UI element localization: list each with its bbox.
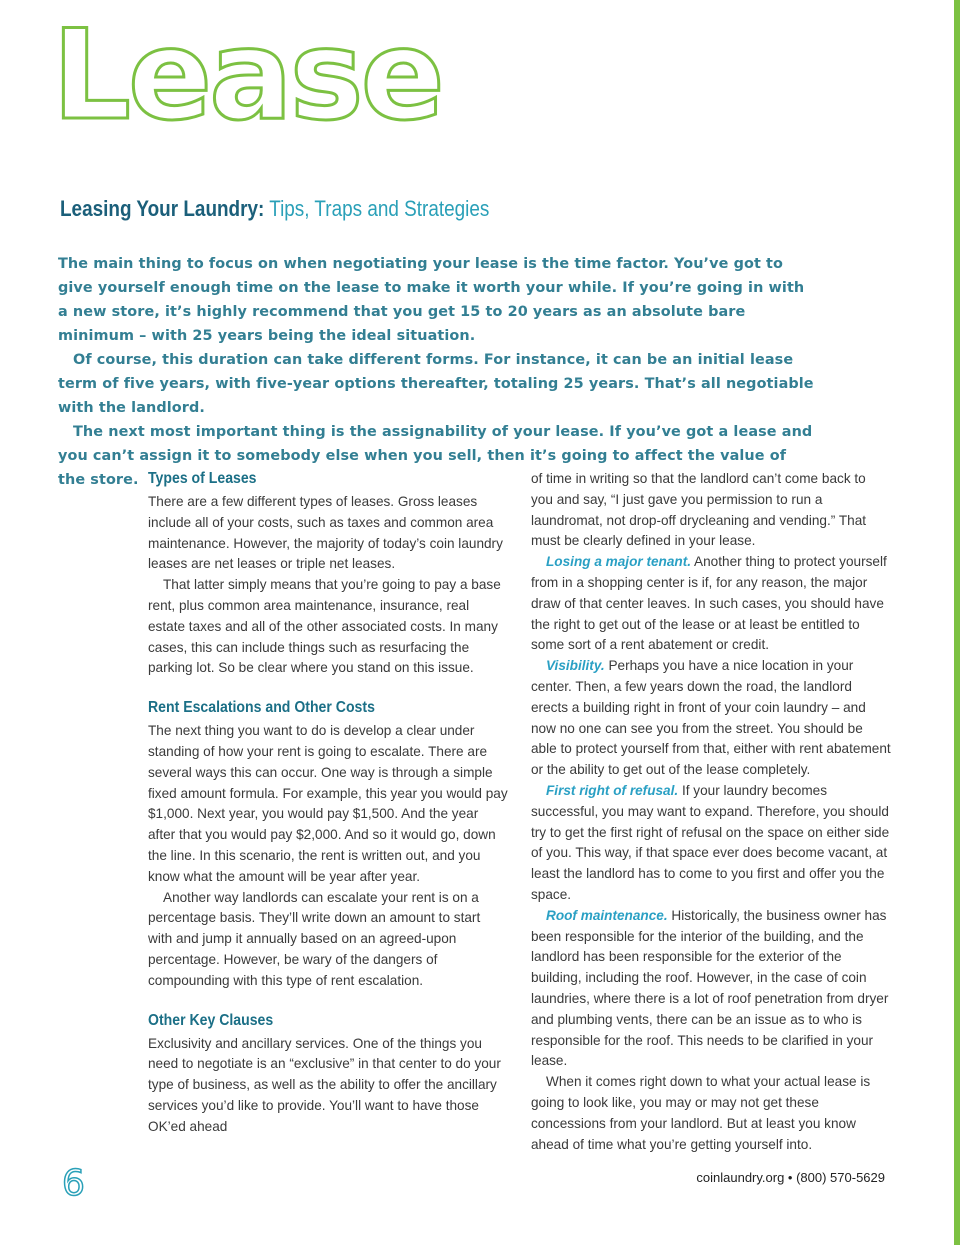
clause-text: If your laundry becomes successful, you may want to expand. Therefore, you should try to get the first right of refusal on the space on either side of you. This way, if that space ever does become vacant, at least the landlord has to come to you first and offer you the space.	[531, 782, 890, 902]
clause-text: Another thing to protect yourself from in a shopping center is if, for any reason, the major draw of that center leaves. In such cases, you should have the right to get out of the lease or at least be entitled to some sort of a rent abatement or credit.	[531, 554, 887, 653]
footer-contact: coinlaundry.org • (800) 570-5629	[696, 1170, 885, 1185]
page-title: Lease	[52, 4, 442, 148]
clause-lead: Visibility.	[546, 658, 605, 674]
clause-roof	[531, 906, 891, 1072]
clause-lead: Losing a major tenant.	[546, 554, 692, 570]
body-paragraph: When it comes right down to what your actual lease is going to look like, you may or may not get these concessions from your landlord. But at least you know ahead of time what you’re getting yourself into.	[531, 1074, 871, 1152]
article-subtitle	[60, 196, 489, 222]
clause-lead: Roof maintenance.	[546, 907, 668, 923]
section-heading-rent: Rent Escalations and Other Costs	[148, 699, 375, 717]
right-column	[531, 469, 891, 1155]
intro-paragraph: The next most important thing is the assignability of your lease. If you’ve got a lease and you can’t assign it to somebody else when you sell, then it’s going to affect the value of the store.	[58, 424, 813, 488]
section-heading-clauses: Other Key Clauses	[148, 1011, 274, 1029]
intro-paragraph: The main thing to focus on when negotiating your lease is the time factor. You’ve got to give yourself enough time on the lease to make it worth your while. If you’re going in with a new store, it’s highly recommend that you get 15 to 20 years as an absolute bare minimum – with 25 years being the ideal situation.	[58, 256, 805, 344]
page-number: 6	[62, 1163, 85, 1204]
edge-accent-bar	[954, 0, 960, 1245]
body-paragraph: Another way landlords can escalate your rent is on a percentage basis. They’ll write down an amount to start with and jump it annually based on an agreed-upon percentage. However, be wary of the dangers of compounding with this type of rent escalation.	[148, 889, 481, 988]
subtitle-rest: Tips, Traps and Strategies	[269, 196, 490, 221]
body-paragraph: of time in writing so that the landlord can’t come back to you and say, “I just gave you permission to run a laundromat, not drop-off drycleaning and vending.” That must be clearly defined in your lease.	[531, 471, 867, 549]
clause-text: Historically, the business owner has been responsible for the interior of the building, and the landlord has been responsible for the exterior of the building, including the roof. However, in the case of coin laundries, where there is a lot of roof penetration from dryer and plumbing vents, there can be an issue as to who is responsible for the roof. This needs to be clarified in your lease.	[531, 907, 889, 1069]
intro-paragraph: Of course, this duration can take different forms. For instance, it can be an initial lease term of five years, with five-year options thereafter, totaling 25 years. That’s all negotiable with the landlord.	[58, 352, 814, 416]
body-paragraph: Exclusivity and ancillary services. One of the things you need to negotiate is an “exclusive” in that center to do your type of business, as well as the ability to offer the ancillary services you’d like to provide. You’ll want to have those OK’ed ahead	[148, 1035, 501, 1134]
subtitle-main: Leasing Your Laundry:	[60, 196, 265, 221]
body-paragraph: The next thing you want to do is develop a clear under standing of how your rent is going to escalate. There are several ways this can occur. One way is through a simple fixed amount formula. For example, this year you would pay $1,000. Next year, you would pay $1,500. And the year after that you would pay $2,000. And so it would go, down the line. In this scenario, the rent is written out, and you know what the amount will be year after year.	[148, 723, 508, 884]
clause-tenant	[531, 552, 891, 656]
body-paragraph: That latter simply means that you’re going to pay a base rent, plus common area maintenance, insurance, real estate taxes and all of the other associated costs. In many cases, this can include things such as resurfacing the parking lot. So be clear where you stand on this issue.	[148, 577, 501, 676]
clause-visibility	[531, 656, 891, 781]
left-column	[148, 469, 508, 1138]
clause-lead: First right of refusal.	[546, 782, 679, 798]
body-paragraph: There are a few different types of leases. Gross leases include all of your costs, such as taxes and common area maintenance. However, the majority of today’s coin laundry leases are net leases or triple net leases.	[148, 494, 503, 572]
clause-first-refusal	[531, 781, 891, 906]
clause-text: Perhaps you have a nice location in your center. Then, a few years down the road, the landlord erects a building right in front of your coin laundry – and now no one can see you from the street. You should be able to protect yourself from that, either with rent abatement or the ability to get out of the lease completely.	[531, 658, 891, 778]
intro-block	[58, 252, 818, 492]
section-heading-types: Types of Leases	[148, 470, 257, 487]
